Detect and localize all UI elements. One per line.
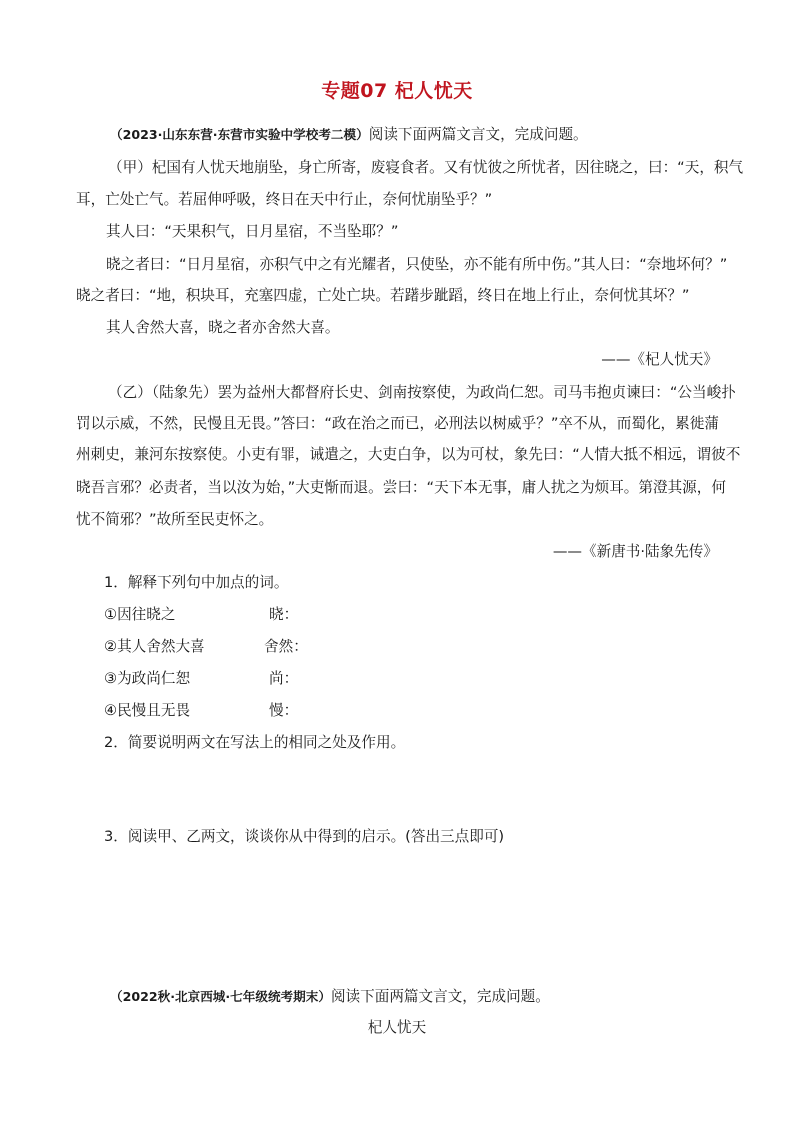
jia-line-1: （甲）杞国有人忧天地崩坠，身亡所寄，废寝食者。又有忧彼之所忧者，因往晓之，曰：“天，积气 [108,159,744,176]
yi-line-1: （乙）（陆象先）罢为益州大都督府长史、剑南按察使，为政尚仁恕。司马韦抱贞谏曰：“公当峻扑 [108,384,736,401]
yi-line-2: 罚以示威，不然，民慢且无畏。”答曰：“政在治之而已，必刑法以树威乎？”卒不从，而蜀化，累徙蒲 [76,415,719,432]
q1-item-2-phrase: ②其人舍然大喜 [104,638,205,655]
q1-item-3-word: 尚： [269,670,299,687]
q1-item-1-phrase: ①因往晓之 [104,606,176,623]
instruction-text: 阅读下面两篇文言文，完成问题。 [368,126,588,143]
source-line-2 [110,987,550,1007]
q1-item-1-word: 晓： [269,606,299,623]
q1-item-2-word: 舍然： [264,638,308,655]
jia-line-5: 晓之者曰：“地，积块耳，充塞四虚，亡处亡块。若躇步跐蹈，终日在地上行止，奈何忧其坏？” [76,287,690,304]
instruction-text-2: 阅读下面两篇文言文，完成问题。 [330,988,550,1005]
jia-line-6: 其人舍然大喜，晓之者亦舍然大喜。 [106,319,340,336]
yi-citation: ——《新唐书·陆象先传》 [552,543,718,560]
jia-citation: ——《杞人忧天》 [601,351,718,368]
q1-item-4-word: 慢： [269,702,299,719]
page-title: 专题07 杞人忧天 [321,80,473,102]
question-3: 3．阅读甲、乙两文，谈谈你从中得到的启示。(答出三点即可) [104,828,505,845]
source-tag-2: （2022秋·北京西城·七年级统考期末） [110,989,331,1004]
yi-line-4: 晓吾言邪？必责者，当以汝为始，”大吏惭而退。尝曰：“天下本无事，庸人扰之为烦耳。第澄其源，何 [76,479,726,496]
source-line-1 [110,125,588,145]
jia-line-2: 耳，亡处亡气。若屈伸呼吸，终日在天中行止，奈何忧崩坠乎？” [76,191,493,208]
source-tag: （2023·山东东营·东营市实验中学校考二模） [110,127,369,142]
jia-line-4: 晓之者曰：“日月星宿，亦积气中之有光耀者，只使坠，亦不能有所中伤。”其人曰：“奈地坏何？” [106,256,728,273]
yi-line-5: 忧不简邪？”故所至民吏怀之。 [76,511,274,528]
q1-item-3-phrase: ③为政尚仁恕 [104,670,191,687]
question-2: 2．简要说明两文在写法上的相同之处及作用。 [104,734,406,751]
jia-line-3: 其人曰：“天果积气，日月星宿，不当坠耶？” [106,223,399,240]
yi-line-3: 州刺史，兼河东按察使。小吏有罪，诫遣之，大吏白争，以为可杖，象先曰：“人情大抵不相远，谓彼不 [76,446,741,463]
question-1: 1．解释下列句中加点的词。 [104,574,289,591]
section2-subtitle: 杞人忧天 [367,1019,427,1036]
q1-item-4-phrase: ④民慢且无畏 [104,702,191,719]
